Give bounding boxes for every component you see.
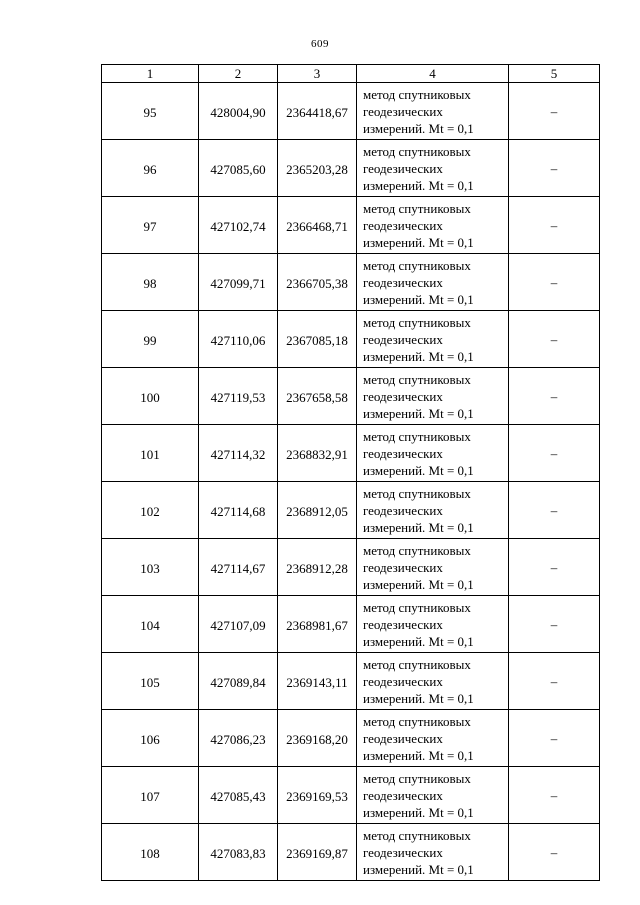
method-cell: метод спутниковых геодезических измерений. Mt = 0,1	[357, 425, 509, 482]
point-number-cell: 103	[102, 539, 199, 596]
method-cell: метод спутниковых геодезических измерений. Mt = 0,1	[357, 140, 509, 197]
column-header: 2	[199, 65, 278, 83]
y-coordinate-cell: 2368832,91	[278, 425, 357, 482]
x-coordinate-cell: 427107,09	[199, 596, 278, 653]
note-cell: –	[509, 311, 600, 368]
note-cell: –	[509, 140, 600, 197]
x-coordinate-cell: 427089,84	[199, 653, 278, 710]
point-number-cell: 99	[102, 311, 199, 368]
table-row	[102, 824, 600, 881]
method-cell: метод спутниковых геодезических измерений. Mt = 0,1	[357, 539, 509, 596]
note-cell: –	[509, 539, 600, 596]
y-coordinate-cell: 2369169,87	[278, 824, 357, 881]
point-number-cell: 95	[102, 83, 199, 140]
point-number-cell: 98	[102, 254, 199, 311]
table-row	[102, 653, 600, 710]
point-number-cell: 100	[102, 368, 199, 425]
y-coordinate-cell: 2367658,58	[278, 368, 357, 425]
x-coordinate-cell: 427086,23	[199, 710, 278, 767]
point-number-cell: 96	[102, 140, 199, 197]
y-coordinate-cell: 2366705,38	[278, 254, 357, 311]
column-header: 5	[509, 65, 600, 83]
y-coordinate-cell: 2366468,71	[278, 197, 357, 254]
table-row	[102, 596, 600, 653]
y-coordinate-cell: 2368912,05	[278, 482, 357, 539]
table-row	[102, 140, 600, 197]
x-coordinate-cell: 427114,32	[199, 425, 278, 482]
point-number-cell: 102	[102, 482, 199, 539]
x-coordinate-cell: 427085,60	[199, 140, 278, 197]
x-coordinate-cell: 427110,06	[199, 311, 278, 368]
point-number-cell: 105	[102, 653, 199, 710]
table-row	[102, 368, 600, 425]
table-row	[102, 425, 600, 482]
note-cell: –	[509, 425, 600, 482]
x-coordinate-cell: 427114,67	[199, 539, 278, 596]
method-cell: метод спутниковых геодезических измерений. Mt = 0,1	[357, 197, 509, 254]
x-coordinate-cell: 427119,53	[199, 368, 278, 425]
column-header: 1	[102, 65, 199, 83]
table-header-row	[102, 65, 600, 83]
x-coordinate-cell: 427083,83	[199, 824, 278, 881]
method-cell: метод спутниковых геодезических измерений. Mt = 0,1	[357, 710, 509, 767]
note-cell: –	[509, 83, 600, 140]
note-cell: –	[509, 596, 600, 653]
page-number: 609	[311, 38, 329, 50]
table-row	[102, 83, 600, 140]
y-coordinate-cell: 2367085,18	[278, 311, 357, 368]
method-cell: метод спутниковых геодезических измерений. Mt = 0,1	[357, 83, 509, 140]
column-header: 4	[357, 65, 509, 83]
point-number-cell: 101	[102, 425, 199, 482]
table-row	[102, 539, 600, 596]
y-coordinate-cell: 2365203,28	[278, 140, 357, 197]
table-row	[102, 311, 600, 368]
method-cell: метод спутниковых геодезических измерений. Mt = 0,1	[357, 824, 509, 881]
note-cell: –	[509, 767, 600, 824]
method-cell: метод спутниковых геодезических измерений. Mt = 0,1	[357, 254, 509, 311]
table-row	[102, 767, 600, 824]
x-coordinate-cell: 427102,74	[199, 197, 278, 254]
method-cell: метод спутниковых геодезических измерений. Mt = 0,1	[357, 482, 509, 539]
table-row	[102, 710, 600, 767]
note-cell: –	[509, 368, 600, 425]
note-cell: –	[509, 653, 600, 710]
x-coordinate-cell: 427114,68	[199, 482, 278, 539]
y-coordinate-cell: 2364418,67	[278, 83, 357, 140]
coordinates-table	[101, 64, 600, 881]
point-number-cell: 97	[102, 197, 199, 254]
y-coordinate-cell: 2369143,11	[278, 653, 357, 710]
x-coordinate-cell: 427085,43	[199, 767, 278, 824]
x-coordinate-cell: 428004,90	[199, 83, 278, 140]
table-row	[102, 197, 600, 254]
point-number-cell: 104	[102, 596, 199, 653]
point-number-cell: 108	[102, 824, 199, 881]
point-number-cell: 106	[102, 710, 199, 767]
method-cell: метод спутниковых геодезических измерений. Mt = 0,1	[357, 368, 509, 425]
table-row	[102, 482, 600, 539]
table-body	[102, 83, 600, 881]
point-number-cell: 107	[102, 767, 199, 824]
note-cell: –	[509, 710, 600, 767]
y-coordinate-cell: 2369168,20	[278, 710, 357, 767]
y-coordinate-cell: 2368912,28	[278, 539, 357, 596]
table-row	[102, 254, 600, 311]
note-cell: –	[509, 824, 600, 881]
method-cell: метод спутниковых геодезических измерений. Mt = 0,1	[357, 311, 509, 368]
y-coordinate-cell: 2369169,53	[278, 767, 357, 824]
y-coordinate-cell: 2368981,67	[278, 596, 357, 653]
column-header: 3	[278, 65, 357, 83]
note-cell: –	[509, 482, 600, 539]
note-cell: –	[509, 254, 600, 311]
x-coordinate-cell: 427099,71	[199, 254, 278, 311]
note-cell: –	[509, 197, 600, 254]
method-cell: метод спутниковых геодезических измерений. Mt = 0,1	[357, 653, 509, 710]
method-cell: метод спутниковых геодезических измерений. Mt = 0,1	[357, 767, 509, 824]
method-cell: метод спутниковых геодезических измерений. Mt = 0,1	[357, 596, 509, 653]
